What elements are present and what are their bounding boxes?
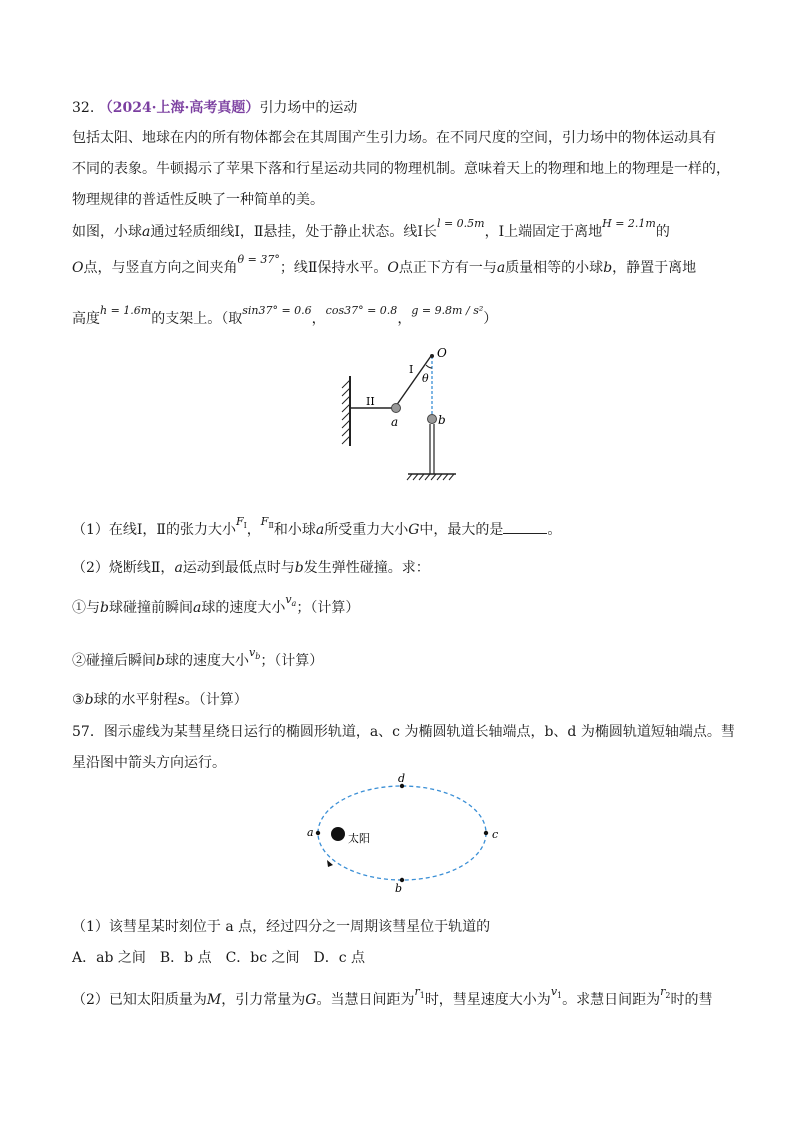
text: 。 xyxy=(547,522,562,538)
text: ②碰撞后瞬间 xyxy=(72,653,156,669)
q32-part1 xyxy=(72,515,562,545)
text: 如图，小球 xyxy=(72,224,142,240)
label-I: I xyxy=(409,363,414,376)
formula-r1 xyxy=(414,985,425,1001)
label-theta: θ xyxy=(422,372,429,385)
label-d: d xyxy=(398,772,406,785)
text: 时的彗 xyxy=(670,992,713,1008)
formula-v1 xyxy=(550,985,563,1001)
q32-source: （2024·上海·高考真题） xyxy=(98,100,260,116)
var-v: v xyxy=(550,985,558,998)
q32-number: 32. xyxy=(72,100,95,116)
text: 运动到最低点时与 xyxy=(182,560,295,576)
formula-h: h = 1.6m xyxy=(100,304,152,317)
sub: Ⅰ xyxy=(243,521,247,531)
q32-intro-2: 不同的表象。牛顿揭示了苹果下落和行星运动共同的物理机制。意味着天上的物理和地上的物理是一样的， xyxy=(72,161,730,177)
var-a: a xyxy=(142,224,151,240)
text: 。当慧日间距为 xyxy=(316,992,415,1008)
q32-setup-2 xyxy=(72,253,697,279)
text: 通过轻质细线Ⅰ，Ⅱ悬挂，处于静止状态。线Ⅰ长 xyxy=(150,224,437,240)
q57-part1: （1）该彗星某时刻位于 a 点，经过四分之一周期该彗星位于轨道的 xyxy=(72,919,491,935)
formula-F2 xyxy=(260,515,274,531)
formula-r2 xyxy=(660,985,671,1001)
text: 和小球 xyxy=(273,522,316,538)
label-a: a xyxy=(391,415,399,429)
wall-hatch xyxy=(342,380,350,444)
var-s: s xyxy=(177,692,185,708)
q32-part2 xyxy=(72,558,430,578)
text: ；线Ⅱ保持水平。 xyxy=(279,260,388,276)
text: ， xyxy=(397,311,412,327)
text: 点，与竖直方向之间夹角 xyxy=(83,260,238,276)
point-O xyxy=(430,354,434,358)
var-b: b xyxy=(294,560,304,576)
text: 球的水平射程 xyxy=(93,692,178,708)
ball-b xyxy=(428,415,437,424)
ground-hatch xyxy=(407,474,454,480)
label-O: O xyxy=(437,346,447,360)
formula-F1 xyxy=(235,515,247,531)
text: ， xyxy=(311,311,326,327)
text: 球的速度大小 xyxy=(164,653,249,669)
text: （2）烧断线Ⅱ， xyxy=(72,560,175,576)
text: ，引力常量为 xyxy=(221,992,306,1008)
q57-part2 xyxy=(72,985,713,1015)
text: 时，彗星速度大小为 xyxy=(424,992,551,1008)
var-G: G xyxy=(305,992,317,1008)
var-a: a xyxy=(192,600,202,616)
var-a: a xyxy=(315,522,325,538)
orbit-figure xyxy=(300,772,510,894)
var-G: G xyxy=(408,522,420,538)
formula-H: H = 2.1m xyxy=(602,217,656,230)
text: 质量相等的小球 xyxy=(505,260,604,276)
text: ①与 xyxy=(72,600,100,616)
label-c: c xyxy=(492,828,499,841)
text: 中，最大的是 xyxy=(419,522,504,538)
sun xyxy=(331,827,345,841)
angle-arc xyxy=(426,365,432,368)
var-a: a xyxy=(496,260,506,276)
text: 高度 xyxy=(72,311,100,327)
q57-line2: 星沿图中箭头方向运行。 xyxy=(72,755,226,771)
formula-sin: sin37° = 0.6 xyxy=(242,304,312,317)
sub: 2 xyxy=(665,991,671,1001)
var-b: b xyxy=(84,692,94,708)
text: 点正下方有一与 xyxy=(398,260,497,276)
text: ） xyxy=(483,311,498,327)
q57-line1: 57．图示虚线为某彗星绕日运行的椭圆形轨道，a、c 为椭圆轨道长轴端点，b、d 为椭圆轨道短轴端点。彗 xyxy=(72,724,735,740)
text: 的支架上。（取 xyxy=(151,311,243,327)
formula-g: g = 9.8m / s² xyxy=(411,304,484,317)
formula-va xyxy=(285,593,297,609)
point-a xyxy=(316,831,320,835)
text: 。求慧日间距为 xyxy=(562,992,661,1008)
formula-cos: cos37° = 0.8 xyxy=(325,304,398,317)
var-b: b xyxy=(603,260,613,276)
sub: 1 xyxy=(557,991,563,1001)
sub: Ⅱ xyxy=(268,521,274,531)
label-II: II xyxy=(366,395,375,408)
q32-part2-2 xyxy=(72,646,324,676)
formula-vb xyxy=(248,646,261,662)
var-O: O xyxy=(72,260,84,276)
q57-options: A．ab 之间 B．b 点 C．bc 之间 D．c 点 xyxy=(72,950,366,966)
answer-blank[interactable] xyxy=(503,519,547,534)
text: （2）已知太阳质量为 xyxy=(72,992,207,1008)
text: ，静置于离地 xyxy=(612,260,697,276)
var-v: v xyxy=(285,593,292,606)
text: ，Ⅰ上端固定于离地 xyxy=(484,224,603,240)
q32-setup-3 xyxy=(72,304,498,330)
text: 球碰撞前瞬间 xyxy=(108,600,193,616)
pendulum-figure xyxy=(330,340,470,490)
var-M: M xyxy=(206,992,222,1008)
var-b: b xyxy=(100,600,109,616)
text: 球的速度大小 xyxy=(201,600,286,616)
label-a: a xyxy=(307,826,314,839)
sub: 1 xyxy=(419,991,425,1001)
text: ③ xyxy=(72,692,85,708)
var-O: O xyxy=(387,260,399,276)
q32-title: 引力场中的运动 xyxy=(259,100,358,116)
direction-arrow xyxy=(327,860,333,867)
var-r: r xyxy=(414,985,420,998)
label-sun: 太阳 xyxy=(348,832,370,845)
var-F: F xyxy=(235,515,244,528)
text: ；（计算） xyxy=(296,600,360,616)
text: 的 xyxy=(655,224,670,240)
ball-a xyxy=(392,404,401,413)
q32-setup-1 xyxy=(72,217,670,243)
label-b: b xyxy=(438,413,446,427)
var-F: F xyxy=(260,515,269,528)
q32-part2-3 xyxy=(72,690,248,710)
text: ， xyxy=(246,522,261,538)
text: 。（计算） xyxy=(184,692,248,708)
sub: b xyxy=(255,652,261,662)
var-r: r xyxy=(660,985,666,998)
q32-header xyxy=(72,98,357,118)
text: （1）在线Ⅰ，Ⅱ的张力大小 xyxy=(72,522,236,538)
q32-part2-1 xyxy=(72,593,360,623)
var-b: b xyxy=(156,653,165,669)
sub: a xyxy=(291,599,297,609)
var-a: a xyxy=(174,560,183,576)
formula-l: l = 0.5m xyxy=(436,217,485,230)
text: 发生弹性碰撞。求： xyxy=(303,560,430,576)
text: ；（计算） xyxy=(260,653,324,669)
formula-theta: θ = 37° xyxy=(237,253,280,266)
label-b: b xyxy=(395,882,403,894)
text: 所受重力大小 xyxy=(324,522,409,538)
q32-intro-1: 包括太阳、地球在内的所有物体都会在其周围产生引力场。在不同尺度的空间，引力场中的物体运动具有 xyxy=(72,130,716,146)
point-c xyxy=(484,831,488,835)
q32-intro-3: 物理规律的普适性反映了一种简单的美。 xyxy=(72,192,324,208)
var-v: v xyxy=(248,646,256,659)
